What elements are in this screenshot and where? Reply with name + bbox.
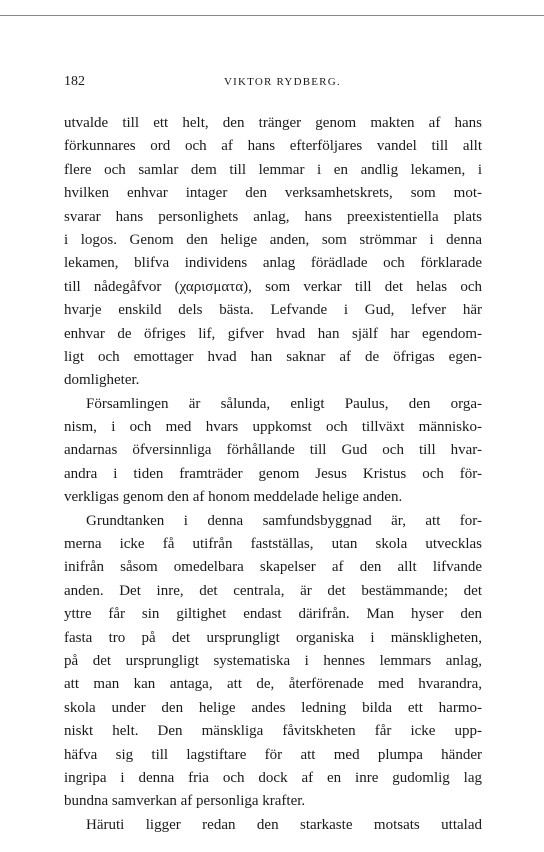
text-line: svarar hans personlighets anlag, hans preexistentiella plats xyxy=(64,208,482,225)
page-number: 182 xyxy=(64,74,85,89)
text-line: till nådegåfvor (χαρισματα), som verkar till det helas och xyxy=(64,278,482,295)
text-line: inifrån såsom omedelbara skapelser af den allt lifvande xyxy=(64,559,482,576)
text-line: andarnas öfversinnliga förhållande till Gud och till hvar- xyxy=(64,442,482,459)
text-line: fasta tro på det ursprungligt organiska i mänskligheten, xyxy=(64,629,482,646)
text-line: förkunnares ord och af hans efterföljares vandel till allt xyxy=(64,138,482,155)
text-line: hvarje enskild dels bästa. Lefvande i Gud, lefver här xyxy=(64,302,482,319)
text-line: bundna samverkan af personliga krafter. xyxy=(64,793,306,810)
running-title: VIKTOR RYDBERG. xyxy=(224,76,341,88)
text-line: andra i tiden framträder genom Jesus Kristus och för- xyxy=(64,465,482,482)
top-rule xyxy=(0,15,544,16)
text-line: ingripa i denna fria och dock af en inre gudomlig lag xyxy=(64,769,482,786)
text-line: utvalde till ett helt, den tränger genom makten af hans xyxy=(64,115,482,131)
text-line: lekamen, blifva individens anlag förädlade och förklarade xyxy=(64,255,482,272)
text-line: Grundtanken i denna samfundsbyggnad är, att for- xyxy=(86,512,482,529)
text-line: Församlingen är sålunda, enligt Paulus, den orga- xyxy=(86,395,482,412)
body-text xyxy=(64,112,482,837)
text-line: hvilken enhvar intager den verksamhetskrets, som mot- xyxy=(64,185,482,202)
text-line: domligheter. xyxy=(64,372,140,389)
text-line: yttre får sin giltighet endast därifrån. Man hyser den xyxy=(64,606,482,623)
text-line: flere och samlar dem till lemmar i en andlig lekamen, i xyxy=(64,161,482,178)
text-line: nism, i och med hvars uppkomst och tillväxt människo- xyxy=(64,419,482,436)
text-line: häfva sig till lagstiftare för att med plumpa händer xyxy=(64,746,482,763)
text-line: ligt och emottager hvad han saknar af de öfrigas egen- xyxy=(64,348,482,365)
text-line: niskt helt. Den mänskliga fåvitskheten får icke upp- xyxy=(64,723,482,740)
text-line: på det ursprungligt systematiska i hennes lemmars anlag, xyxy=(64,652,482,669)
text-line: att man kan antaga, att de, återförenade med hvarandra, xyxy=(64,676,482,693)
text-line: verkligas genom den af honom meddelade helige anden. xyxy=(64,489,403,506)
text-line: Häruti ligger redan den starkaste motsats uttalad xyxy=(86,816,482,833)
text-line: enhvar de öfriges lif, gifver hvad han själf har egendom- xyxy=(64,325,482,342)
running-head xyxy=(64,74,484,94)
text-line: anden. Det inre, det centrala, är det bestämmande; det xyxy=(64,582,482,599)
text-line: i logos. Genom den helige anden, som strömmar i denna xyxy=(64,231,482,248)
text-line: merna icke få utifrån fastställas, utan skola utvecklas xyxy=(64,536,482,553)
text-line: skola under den helige andes ledning bilda ett harmo- xyxy=(64,699,482,716)
